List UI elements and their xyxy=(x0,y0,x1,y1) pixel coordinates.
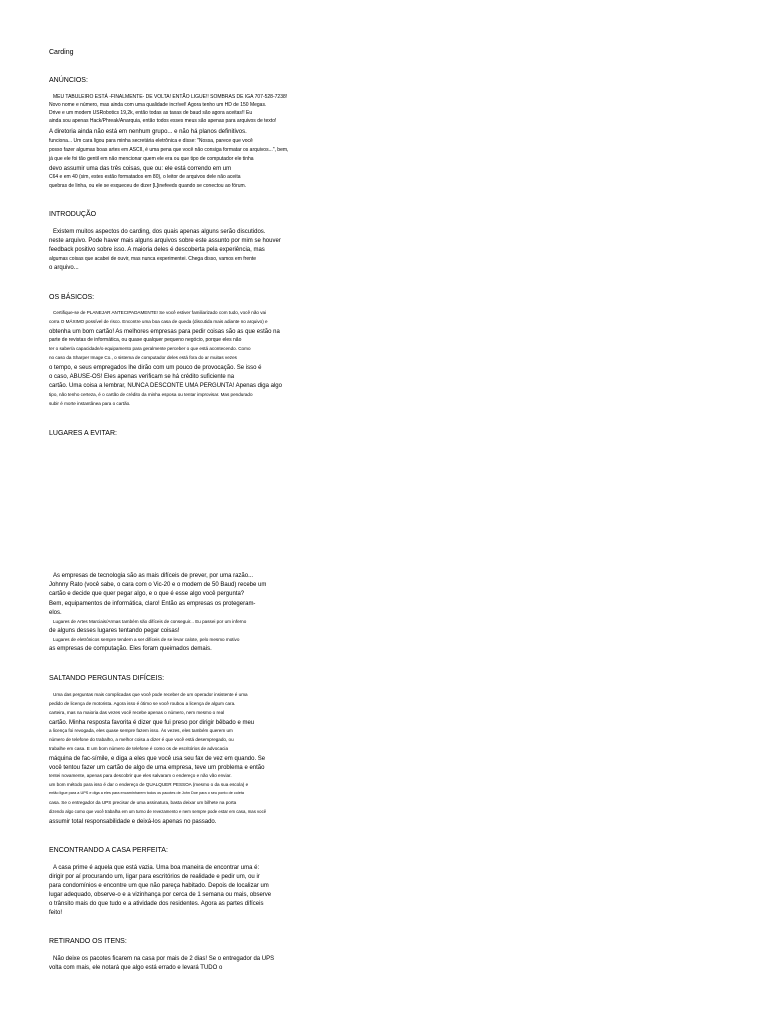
text-line: MEU TABULEIRO ESTÁ -FINALMENTE- DE VOLTA! ENTÃO LIGUE!! SOMBRAS DE IGA 707-528-7238! xyxy=(53,94,288,100)
text-line: tentei novamente, apenas para descobrir que eles salvaram o endereço e não vão enviar. xyxy=(49,773,232,778)
text-line: no caso da Sharper Image Co., o sistema de computador deles está fora do ar muitas vezes xyxy=(49,355,237,360)
text-line: o caso, ABUSE-OS! Eles apenas verificam se há crédito suficiente na xyxy=(49,374,235,380)
text-line: um bom método para isso é dar o endereço de QUALQUER PESSOA (mesmo o da sua escola) e xyxy=(49,782,249,787)
text-line: Lugares de Artes Marciais/Armas também são difíceis de conseguir... Eu passei por um inferno xyxy=(53,619,247,624)
section-heading-introducao: INTRODUÇÃO xyxy=(49,211,97,218)
text-line: Bem, equipamentos de informática, claro! Então as empresas os protegeram- xyxy=(49,601,256,607)
text-line: Novo nome e número, mas ainda com uma qualidade incrível! Agora tenho um HD de 150 Megas. xyxy=(49,102,267,108)
text-line: Lugares de eletrônicos sempre tendem a ser difíceis de se levar calote, pelo mesmo motivo xyxy=(53,637,240,642)
text-line: carteira, mas na maioria das vezes você recebe apenas o número, nem mesmo o real xyxy=(49,710,225,715)
text-line: de alguns desses lugares tentando pegar coisas! xyxy=(49,628,180,634)
text-line: número de telefone do trabalho, a melhor coisa a dizer é que você está desempregado, ou xyxy=(49,737,234,742)
text-line: o arquivo... xyxy=(49,265,79,271)
text-line: volta com mais, ele notará que algo está errado e levará TUDO o xyxy=(49,965,223,971)
text-line: tipo, não tenho certeza, é o cartão de crédito da minha esposa ou tentar improvisar. Mas pendurado xyxy=(49,392,253,397)
text-line: Drive e um modem USRobotics 19,2k, então todas as taxas de baud são agora aceitas!! Eu xyxy=(49,110,253,116)
text-line: Não deixe os pacotes ficarem na casa por mais de 2 dias! Se o entregador da UPS xyxy=(53,956,275,962)
text-line: corra O MÁXIMO possível de risco. Encontre uma boa casa de queda (discutida mais adiante no arquivo) e xyxy=(49,319,268,324)
text-line: subir é morte instantânea para o cartão. xyxy=(49,401,131,406)
text-line: para condomínios e encontre um que não pareça habitado. Depois de localizar um xyxy=(49,883,269,889)
text-line: Johnny Rato (você sabe, o cara com o Vic-20 e o modem de 50 Baud) recebe um xyxy=(49,582,267,588)
text-line: o tempo, e seus empregados lhe dirão com um pouco de provocação. Se isso é xyxy=(49,365,262,371)
text-line: assumir total responsabilidade e deixá-los apenas no passado. xyxy=(49,819,217,825)
text-line: algumas coisas que acabei de ouvir, mas nunca experimentei. Chega disso, vamos em frente xyxy=(49,256,257,262)
section-heading-lugares: LUGARES A EVITAR: xyxy=(49,430,117,437)
text-line: casa. Se o entregador da UPS precisar de uma assinatura, basta deixar um bilhete na porta xyxy=(49,800,237,805)
text-line: já que ele foi tão gentil em não mencionar quem ele era ou que tipo de computador ele tinha xyxy=(49,156,254,162)
text-line: lugar adequado, observe-o e a vizinhança por cerca de 1 semana ou mais, observe xyxy=(49,892,272,898)
section-heading-anuncios: ANÚNCIOS: xyxy=(49,77,88,84)
text-line: feito! xyxy=(49,910,63,916)
text-line: Certifique-se de PLANEJAR ANTECIPADAMENTE! Se você estiver familiarizado com tudo, você não vai xyxy=(53,310,267,315)
text-line: devo assumir uma das três coisas, que ou: ele está correndo em um xyxy=(49,166,232,172)
text-line: cartão. Uma coisa a lembrar, NUNCA DESCONTE UMA PERGUNTA! Apenas diga algo xyxy=(49,383,282,389)
text-line: máquina de fac-símile, e diga a eles que você usa seu fax de vez em quando. Se xyxy=(49,756,266,762)
text-line: você tentou fazer um cartão de algo de uma empresa, teve um problema e então xyxy=(49,765,265,771)
text-line: trabalhe em casa. E um bom número de telefone é como os de escritórios de advocacia xyxy=(49,746,228,751)
text-line: dirigir por aí procurando um, ligar para escritórios de realidade e pedir um, ou ir xyxy=(49,874,260,880)
text-line: posso fazer algumas boas artes em ASCII, é uma pena que você não consiga formatar os arquivos...", bem, xyxy=(49,147,289,153)
text-line: A diretoria ainda não está em nenhum grupo... e não há planos definitivos. xyxy=(49,129,247,135)
text-line: ter o saber/a capacidade/o equipamento para geralmente perceber o que está acontecendo. Como xyxy=(49,346,251,351)
text-line: cartão e decide que quer pegar algo, e o que é esse algo você pergunta? xyxy=(49,591,245,597)
text-line: cartão. Minha resposta favorita é dizer que fui preso por dirigir bêbado e meu xyxy=(49,720,255,726)
text-line: Uma das perguntas mais complicadas que você pode receber de um operador insistente é uma xyxy=(53,692,248,697)
text-line: a licença foi revogada, eles quase sempre fazem isso. Às vezes, eles também querem um xyxy=(49,728,233,733)
text-line: C64 e em 40 (sim, estes estão formatados em 80), o leitor de arquivos dele não aceita xyxy=(49,174,241,180)
section-heading-encontrando: ENCONTRANDO A CASA PERFEITA: xyxy=(49,847,168,854)
text-line: neste arquivo. Pode haver mais alguns arquivos sobre este assunto por mim se houver xyxy=(49,238,281,244)
text-line: A casa prime é aquela que está vazia. Uma boa maneira de encontrar uma é: xyxy=(53,865,260,871)
text-line: então ligue para a UPS e diga a eles para encaminharem todos os pacotes de John Doe para o seu ponto de coleta xyxy=(49,791,245,795)
text-line: feedback positivo sobre isso. A maioria deles é descoberta pela experiência, mas xyxy=(49,247,265,253)
text-line: parte de revistas de informática, ou quase qualquer pequeno negócio, porque eles não xyxy=(49,337,242,343)
text-line: pedido de licença de motorista. Agora isso é ótimo se você roubou a licença de algum cara. xyxy=(49,701,236,706)
text-line: quebras de linha, ou ele se esqueceu de dizer [L]inefeeds quando se conectou ao fórum. xyxy=(49,183,247,189)
text-line: ainda sou apenas Hack/Phreak/Anarquia, então todos esses meus são apenas para arquivos de texto! xyxy=(49,118,277,124)
text-line: dizendo algo como que você trabalha em um turno de revezamento e nem sempre pode estar em casa, mas você xyxy=(49,809,267,814)
section-heading-retirando: RETIRANDO OS ITENS: xyxy=(49,938,127,945)
section-heading-saltando: SALTANDO PERGUNTAS DIFÍCEIS: xyxy=(49,675,165,682)
text-line: As empresas de tecnologia são as mais difíceis de prever, por uma razão... xyxy=(53,573,254,579)
section-heading-basicos: OS BÁSICOS: xyxy=(49,294,95,301)
text-line: funciona... Um cara ligou para minha secretária eletrônica e disse: "Nossa, parece que você xyxy=(49,138,253,144)
text-line: o trânsito mais do que tudo e a atividade dos residentes. Agora as partes difíceis xyxy=(49,901,264,907)
text-line: Existem muitos aspectos do carding, dos quais apenas alguns serão discutidos. xyxy=(53,229,266,235)
text-line: as empresas de computação. Eles foram queimados demais. xyxy=(49,646,212,652)
document-title: Carding xyxy=(49,49,74,56)
text-line: elos. xyxy=(49,610,62,616)
text-line: obtenha um bom cartão! As melhores empresas para pedir coisas são as que estão na xyxy=(49,329,280,335)
